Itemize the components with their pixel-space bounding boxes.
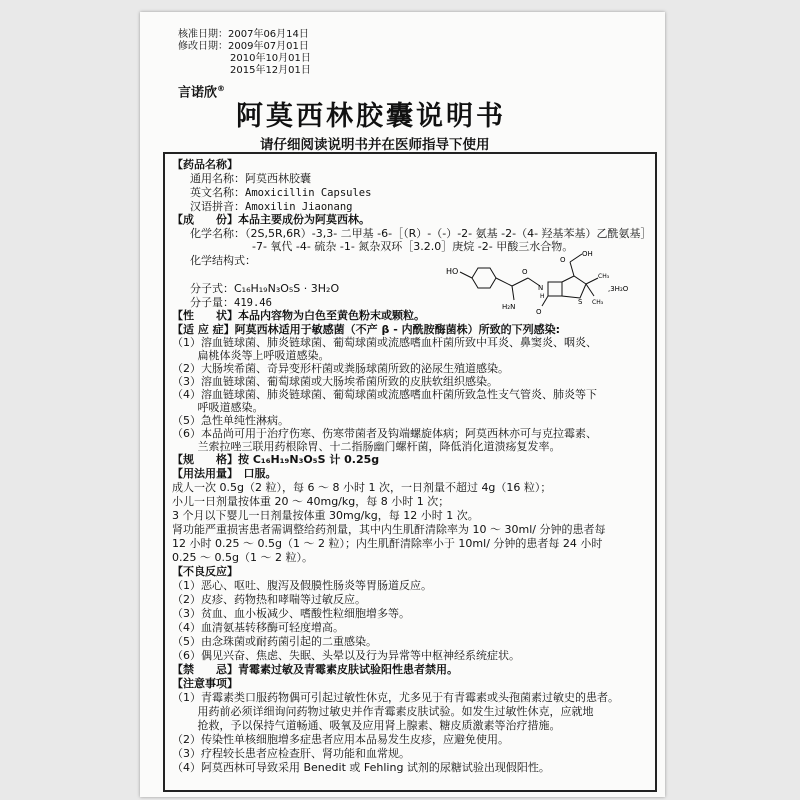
adverse-heading: 【不良反应】 <box>172 565 238 578</box>
specification-line: 【规 格】按 C₁₆H₁₉N₃O₅S 计 0.25g <box>172 453 380 466</box>
document-title: 阿莫西林胶囊说明书 <box>236 101 506 132</box>
chemical-structure-diagram <box>432 248 638 320</box>
drug-name-heading: 【药品名称】 <box>172 158 238 171</box>
dosage-line: 成人一次 0.5g（2 粒），每 6 ～ 8 小时 1 次，一日剂量不超过 4g（16 粒）； <box>172 481 552 494</box>
precaution-item: （1）青霉素类口服药物偶可引起过敏性休克，尤多见于有青霉素或头孢菌素过敏史的患者。 <box>172 691 619 704</box>
dosage-line: 3 个月以下婴儿一日剂量按体重 30mg/kg，每 12 小时 1 次。 <box>172 509 479 522</box>
contraindications-line: 【禁 忌】青霉素过敏及青霉素皮肤试验阳性患者禁用。 <box>172 663 458 676</box>
precaution-item: （2）传染性单核细胞增多症患者应用本品易发生皮疹，应避免使用。 <box>172 733 509 746</box>
ingredients-line: 【成 份】本品主要成份为阿莫西林。 <box>172 213 370 226</box>
label-h2n: H₂N <box>502 303 516 311</box>
molecular-formula: 分子式：C₁₆H₁₉N₃O₅S · 3H₂O <box>190 282 340 295</box>
structure-label: 化学结构式： <box>190 254 256 267</box>
indication-item: （4）溶血链球菌、肺炎链球菌、葡萄球菌或流感嗜血杆菌所致急性支气管炎、肺炎等下 <box>172 388 597 401</box>
molecular-weight: 分子量：419.46 <box>190 296 272 309</box>
adverse-item: （6）偶见兴奋、焦虑、失眠、头晕以及行为异常等中枢神经系统症状。 <box>172 649 520 662</box>
modified-date-3: 2015年12月01日 <box>230 65 311 76</box>
label-s: S <box>578 298 583 306</box>
indication-item: （3）溶血链球菌、葡萄球菌或大肠埃希菌所致的皮肤软组织感染。 <box>172 375 498 388</box>
dosage-line: 12 小时 0.25 ～ 0.5g（1 ～ 2 粒）；内生肌酐清除率小于 10ml/ 分钟的患者每 24 小时 <box>172 537 603 550</box>
properties-line: 【性 状】本品内容物为白色至黄色粉末或颗粒。 <box>172 309 425 322</box>
dosage-line: 肾功能严重损害患者需调整给药剂量，其中内生肌酐清除率为 10 ～ 30ml/ 分钟的患者每 <box>172 523 606 536</box>
carbonyl-bond <box>512 278 528 286</box>
dosage-heading: 【用法用量】 口服。 <box>172 467 277 480</box>
amine-bond <box>512 286 514 300</box>
alpha-carbon-bond <box>496 278 512 286</box>
precaution-item: （3）疗程较长患者应检查肝、肾功能和血常规。 <box>172 747 410 760</box>
carboxyl-bond <box>570 262 574 276</box>
dosage-line: 小儿一日剂量按体重 20 ～ 40mg/kg，每 8 小时 1 次； <box>172 495 450 508</box>
adverse-item: （4）血清氨基转移酶可轻度增高。 <box>172 621 344 634</box>
indication-item: 扁桃体炎等上呼吸道感染。 <box>172 349 330 362</box>
indication-item: （2）大肠埃希菌、奇异变形杆菌或粪肠球菌所致的泌尿生殖道感染。 <box>172 362 509 375</box>
hydroxy-bond <box>460 272 472 278</box>
thiazolidine-ring <box>562 276 586 298</box>
label-ch3-2: CH₃ <box>592 299 604 306</box>
label-carbonyl-o: O <box>522 268 528 276</box>
adverse-item: （2）皮疹、药物热和哮喘等过敏反应。 <box>172 593 366 606</box>
indication-item: （1）溶血链球菌、肺炎链球菌、葡萄球菌或流感嗜血杆菌所致中耳炎、鼻窦炎、咽炎、 <box>172 336 597 349</box>
label-ch3-1: CH₃ <box>598 273 610 280</box>
label-oh: OH <box>582 250 593 258</box>
chemical-name-1: 化学名称：（2S,5R,6R）-3,3- 二甲基 -6-［（R）-（-）-2- 氨基 -2-（4- 羟基苯基）乙酰氨基］ <box>190 227 652 240</box>
beta-lactam-ring <box>548 282 562 296</box>
approval-date: 核准日期：2007年06月14日 <box>178 29 309 40</box>
chemical-name-2: -7- 氧代 -4- 硫杂 -1- 氮杂双环［3.2.0］庚烷 -2- 甲酸三水合物。 <box>252 240 574 253</box>
label-h: H <box>540 293 545 300</box>
adverse-item: （5）由念珠菌或耐药菌引起的二重感染。 <box>172 635 377 648</box>
generic-name: 通用名称：阿莫西林胶囊 <box>190 172 311 185</box>
adverse-item: （1）恶心、呕吐、腹泻及假膜性肠炎等胃肠道反应。 <box>172 579 432 592</box>
brand-name: 言诺欣® <box>178 84 226 101</box>
modified-date: 修改日期：2009年07月01日 <box>178 41 309 52</box>
label-ho: HO <box>446 267 459 276</box>
precaution-item: 抢救，予以保持气道畅通、吸氧及应用肾上腺素、糖皮质激素等治疗措施。 <box>172 719 561 732</box>
indication-item: （5）急性单纯性淋病。 <box>172 414 289 427</box>
adverse-item: （3）贫血、血小板减少、嗜酸性粒细胞增多等。 <box>172 607 410 620</box>
precautions-heading: 【注意事项】 <box>172 677 238 690</box>
indication-item: 兰索拉唑三联用药根除胃、十二指肠幽门螺杆菌，降低消化道溃疡复发率。 <box>172 440 561 453</box>
methyl-bond-1 <box>586 278 598 284</box>
label-lactam-o: O <box>536 308 542 316</box>
english-name: 英文名称：Amoxicillin Capsules <box>190 186 372 199</box>
indications-heading: 【适 应 症】阿莫西林适用于敏感菌（不产 β - 内酰胺酶菌株）所致的下列感染: <box>172 323 560 336</box>
methyl-bond-2 <box>586 284 594 296</box>
modified-date-2: 2010年10月01日 <box>230 53 311 64</box>
indication-item: （6）本品尚可用于治疗伤寒、伤寒带菌者及钩端螺旋体病；阿莫西林亦可与克拉霉素、 <box>172 427 597 440</box>
label-carboxyl-o: O <box>560 256 566 264</box>
carboxyl-oh-bond <box>570 254 582 262</box>
label-water: ,3H₂O <box>608 285 629 293</box>
registered-mark: ® <box>217 84 226 93</box>
phenyl-ring <box>472 268 496 288</box>
dosage-line: 0.25 ～ 0.5g（1 ～ 2 粒）。 <box>172 551 313 564</box>
pinyin-name: 汉语拼音：Amoxilin Jiaonang <box>190 200 353 213</box>
precaution-item: 用药前必须详细询问药物过敏史并作青霉素皮肤试验。如发生过敏性休克，应就地 <box>172 705 594 718</box>
document-subtitle: 请仔细阅读说明书并在医师指导下使用 <box>260 137 490 153</box>
indication-item: 呼吸道感染。 <box>172 401 264 414</box>
precaution-item: （4）阿莫西林可导致采用 Benedit 或 Fehling 试剂的尿糖试验出现假阳性。 <box>172 761 550 774</box>
label-nh: N <box>538 284 544 292</box>
